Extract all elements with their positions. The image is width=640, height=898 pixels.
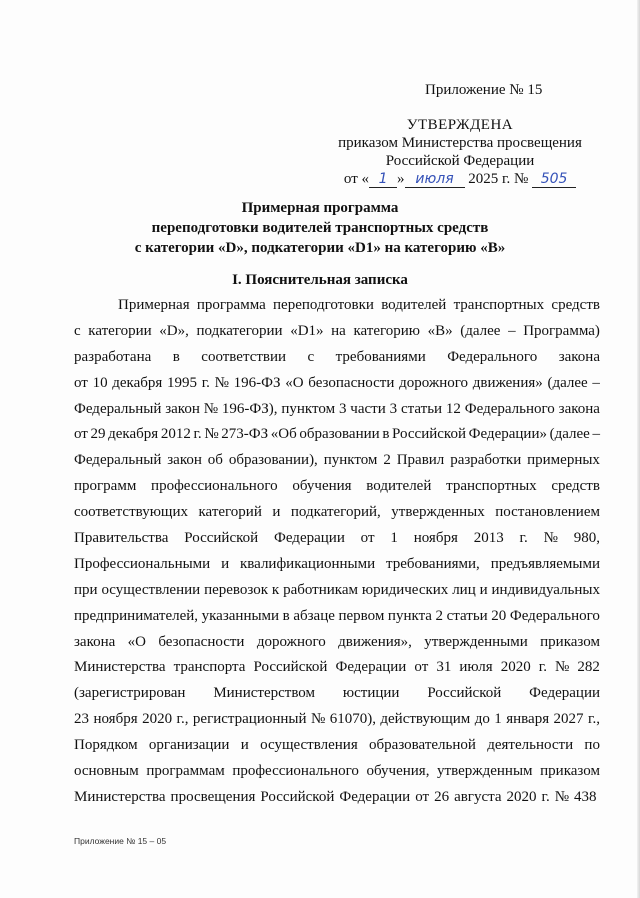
title-line: с категории «D», подкатегории «D1» на категорию «В»: [134, 240, 506, 256]
order-date-line: [344, 170, 576, 188]
approval-issuer-country: Российской Федерации: [385, 153, 535, 169]
body-line: Министерства просвещения Российской Федерации от 26 августа 2020 г. № 438: [74, 788, 597, 805]
body-line: Федеральный закон об образовании), пунктом 2 Правил разработки примерных: [74, 452, 600, 469]
order-year: 2025 г. №: [468, 171, 529, 187]
explanatory-note-text: [74, 293, 600, 811]
body-line: с категории «D», подкатегории «D1» на категорию «В» (далее – Программа): [74, 322, 600, 339]
body-line: Примерная программа переподготовки водителей транспортных средств: [118, 297, 600, 313]
approval-title: УТВЕРЖДЕНА: [406, 117, 514, 133]
body-line: Федеральный закон № 196-ФЗ), пунктом 3 части 3 статьи 12 Федерального закона: [74, 400, 600, 417]
body-line: Порядком организации и осуществления образовательной деятельности по: [74, 737, 600, 754]
title-line: переподготовки водителей транспортных средств: [151, 220, 489, 236]
body-line: Профессиональными и квалификационными требованиями, предъявляемыми: [74, 555, 600, 572]
handwritten-month: июля: [405, 171, 465, 188]
order-date-prefix: от «: [343, 171, 370, 187]
title-line: Примерная программа: [241, 200, 399, 216]
body-line: (зарегистрирован Министерством юстиции Российской Федерации: [74, 685, 600, 702]
body-line: программ профессионального обучения водителей транспортных средств: [74, 478, 600, 495]
page-footer: Приложение № 15 – 05: [74, 836, 167, 846]
body-line: основным программам профессионального обучения, утвержденным приказом: [74, 763, 600, 780]
approval-stamp-block: [330, 116, 590, 188]
order-date-quote: »: [397, 171, 405, 187]
document-title: [0, 198, 640, 258]
handwritten-order-number: 505: [532, 171, 576, 188]
body-line: закона «О безопасности дорожного движения», утвержденными приказом: [74, 633, 600, 650]
approval-issuer: приказом Министерства просвещения: [338, 135, 582, 151]
body-line: предпринимателей, указанными в абзаце первом пункта 2 статьи 20 Федерального: [74, 607, 600, 624]
body-line: 23 ноября 2020 г., регистрационный № 61070), действующим до 1 января 2027 г.,: [74, 711, 600, 728]
body-line: от 10 декабря 1995 г. № 196-ФЗ «О безопасности дорожного движения» (далее –: [74, 374, 600, 391]
body-line: при осуществлении перевозок к работникам юридических лиц и индивидуальных: [74, 581, 600, 598]
body-line: соответствующих категорий и подкатегорий, утвержденных постановлением: [74, 504, 600, 521]
body-line: Правительства Российской Федерации от 1 ноября 2013 г. № 980,: [74, 530, 600, 547]
handwritten-day: 1: [369, 171, 397, 188]
section-heading: I. Пояснительная записка: [232, 272, 408, 288]
body-line: от 29 декабря 2012 г. № 273-ФЗ «Об образовании в Российской Федерации» (далее –: [74, 426, 600, 443]
body-line: разработана в соответствии с требованиями Федерального закона: [74, 348, 600, 365]
appendix-number: Приложение № 15: [425, 82, 543, 98]
body-line: Министерства транспорта Российской Федерации от 31 июля 2020 г. № 282: [74, 659, 600, 676]
